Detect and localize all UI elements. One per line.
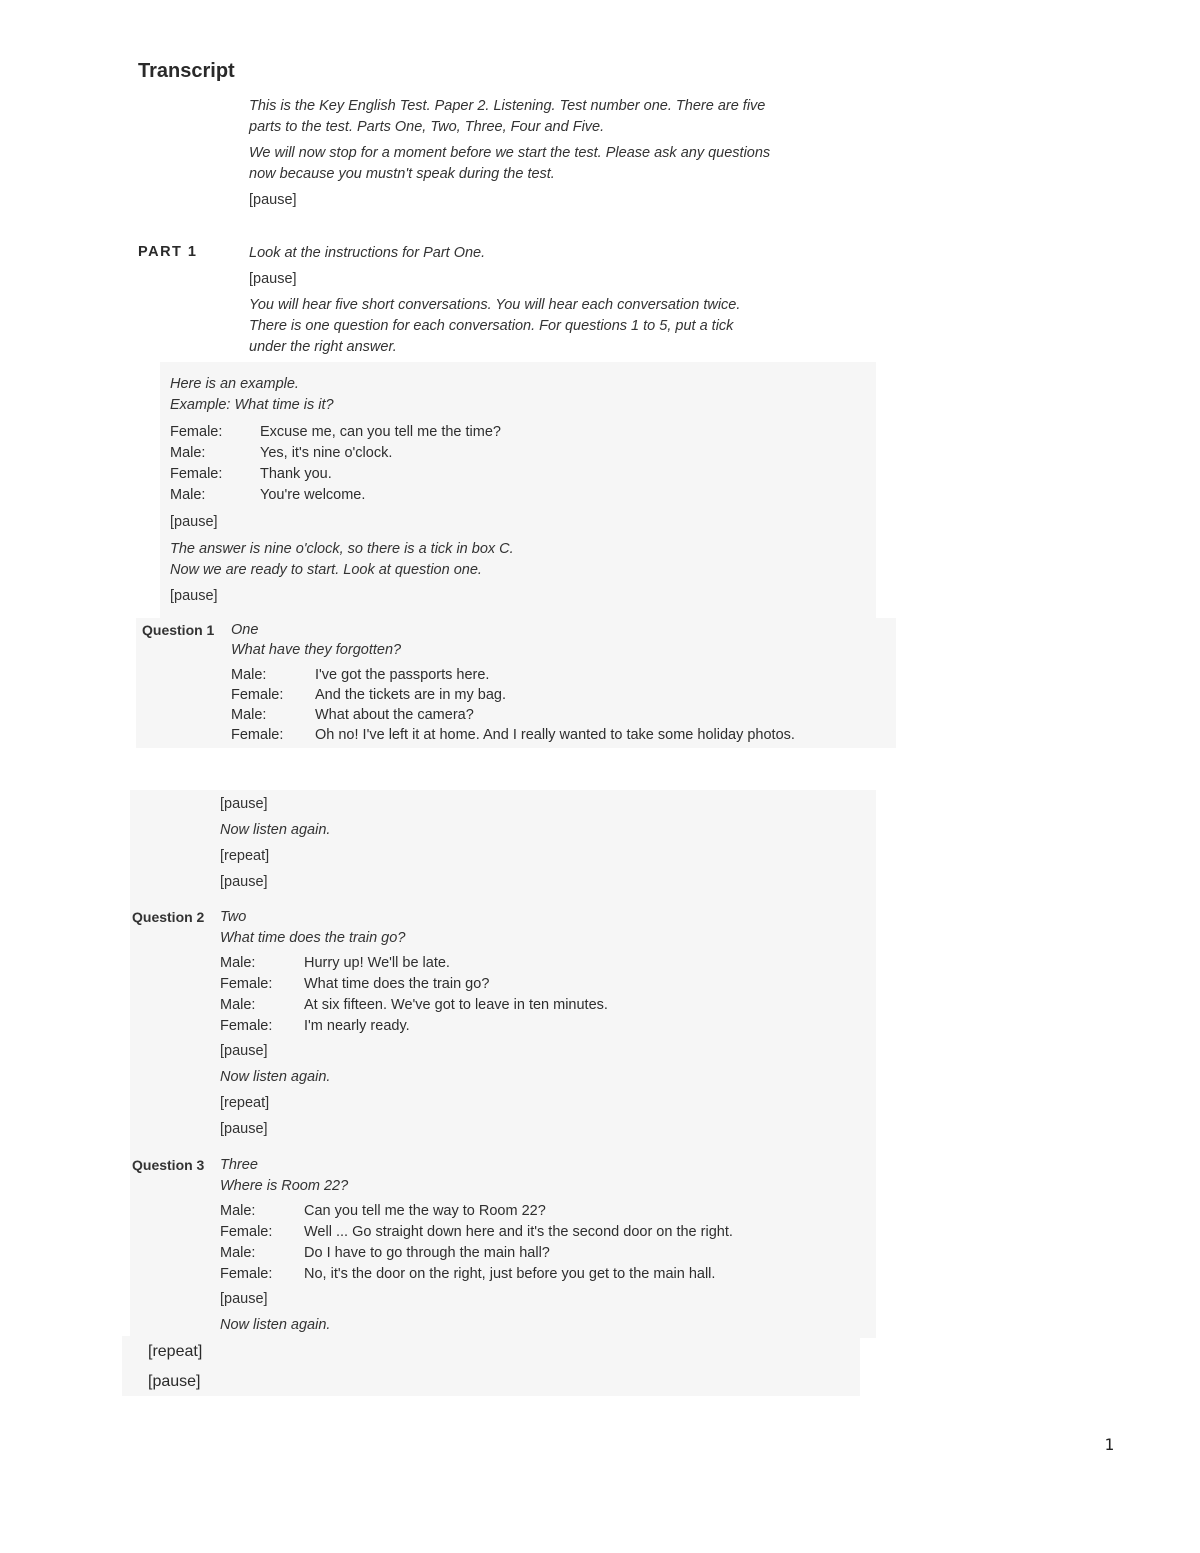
utterance: Thank you. <box>260 466 332 482</box>
question-3-dialogue <box>220 1201 860 1285</box>
question-2-continuation <box>220 1041 330 1140</box>
dialogue-line <box>231 705 871 725</box>
part-1-paragraph-line-3: under the right answer. <box>249 339 397 355</box>
example-pause: [pause] <box>170 514 218 530</box>
speaker: Male: <box>220 955 256 971</box>
question-2-dialogue <box>220 953 860 1037</box>
q2-pause-2: [pause] <box>220 1121 268 1137</box>
utterance: You're welcome. <box>260 487 366 503</box>
final-scan-panel <box>122 1336 860 1396</box>
question-1-number: One <box>231 622 259 638</box>
dialogue-line <box>220 974 860 995</box>
utterance: I'm nearly ready. <box>304 1018 410 1034</box>
utterance: Hurry up! We'll be late. <box>304 955 450 971</box>
dialogue-line <box>220 1016 860 1037</box>
q2-repeat: [repeat] <box>220 1095 270 1111</box>
speaker: Male: <box>170 445 206 461</box>
q3-listen-again: Now listen again. <box>220 1317 331 1333</box>
part-1-pause: [pause] <box>249 271 297 287</box>
dialogue-line <box>220 995 860 1016</box>
speaker: Male: <box>231 667 267 683</box>
utterance: At six fifteen. We've got to leave in ten minutes. <box>304 997 608 1013</box>
question-2-label: Question 2 <box>132 909 205 925</box>
dialogue-line <box>170 485 770 506</box>
utterance: What about the camera? <box>315 707 474 723</box>
q3-pause-2: [pause] <box>148 1373 201 1390</box>
q1-listen-again: Now listen again. <box>220 822 331 838</box>
dialogue-line <box>220 1243 860 1264</box>
part-1-instructions: Look at the instructions for Part One. <box>249 245 486 261</box>
intro-paragraph-2-line-1: We will now stop for a moment before we start the test. Please ask any questions <box>249 145 771 161</box>
speaker: Female: <box>231 687 284 703</box>
question-3-number: Three <box>220 1157 258 1173</box>
dialogue-line <box>170 443 770 464</box>
speaker: Female: <box>170 466 223 482</box>
q3-pause: [pause] <box>220 1291 268 1307</box>
dialogue-line <box>220 1201 860 1222</box>
question-3-continuation <box>220 1289 330 1336</box>
utterance: I've got the passports here. <box>315 667 490 683</box>
utterance: Excuse me, can you tell me the time? <box>260 424 501 440</box>
speaker: Male: <box>220 1245 256 1261</box>
utterance: Oh no! I've left it at home. And I really wanted to take some holiday photos. <box>315 727 795 743</box>
dialogue-line <box>231 725 871 745</box>
dialogue-line <box>220 1222 860 1243</box>
example-dialogue <box>170 422 770 506</box>
question-1-continuation <box>220 794 330 893</box>
q1-pause-2: [pause] <box>220 874 268 890</box>
utterance: Yes, it's nine o'clock. <box>260 445 393 461</box>
example-answer-line-2: Now we are ready to start. Look at question one. <box>170 562 482 578</box>
utterance: What time does the train go? <box>304 976 490 992</box>
utterance: And the tickets are in my bag. <box>315 687 507 703</box>
speaker: Female: <box>231 727 284 743</box>
dialogue-line <box>231 665 871 685</box>
dialogue-line <box>220 1264 860 1285</box>
example-answer-section <box>170 512 514 607</box>
question-1-text: What have they forgotten? <box>231 642 402 658</box>
page-number: 1 <box>1104 1435 1114 1454</box>
utterance: No, it's the door on the right, just before you get to the main hall. <box>304 1266 716 1282</box>
speaker: Male: <box>220 1203 256 1219</box>
speaker: Female: <box>220 1266 273 1282</box>
part-1-paragraph-line-1: You will hear five short conversations. You will hear each conversation twice. <box>249 297 741 313</box>
example-section <box>170 374 334 416</box>
dialogue-line <box>220 953 860 974</box>
intro-pause: [pause] <box>249 192 297 208</box>
dialogue-line <box>231 685 871 705</box>
speaker: Female: <box>220 976 273 992</box>
intro-paragraph-1-line-2: parts to the test. Parts One, Two, Three, Four and Five. <box>249 119 605 135</box>
intro-paragraph-2-line-2: now because you mustn't speak during the test. <box>249 166 555 182</box>
part-1-section <box>249 243 740 358</box>
page-title: Transcript <box>138 60 235 82</box>
question-3-label: Question 3 <box>132 1157 205 1173</box>
question-3-text: Where is Room 22? <box>220 1178 349 1194</box>
question-2-number: Two <box>220 909 247 925</box>
speaker: Male: <box>220 997 256 1013</box>
intro-paragraph-1-line-1: This is the Key English Test. Paper 2. Listening. Test number one. There are five <box>249 98 766 114</box>
q1-repeat: [repeat] <box>220 848 270 864</box>
speaker: Male: <box>170 487 206 503</box>
example-answer-line-1: The answer is nine o'clock, so there is a tick in box C. <box>170 541 514 557</box>
question-1-dialogue <box>231 665 871 745</box>
q2-pause: [pause] <box>220 1043 268 1059</box>
speaker: Female: <box>220 1224 273 1240</box>
q1-pause: [pause] <box>220 796 268 812</box>
question-3-final <box>148 1339 202 1395</box>
speaker: Female: <box>220 1018 273 1034</box>
part-1-paragraph-line-2: There is one question for each conversation. For questions 1 to 5, put a tick <box>249 318 734 334</box>
part-1-label: PART 1 <box>138 244 198 260</box>
utterance: Well ... Go straight down here and it's the second door on the right. <box>304 1224 733 1240</box>
example-pause-2: [pause] <box>170 588 218 604</box>
question-1-label: Question 1 <box>142 622 215 638</box>
example-line-1: Here is an example. <box>170 376 299 392</box>
intro-section <box>249 96 770 211</box>
dialogue-line <box>170 464 770 485</box>
q3-repeat: [repeat] <box>148 1343 203 1360</box>
speaker: Male: <box>231 707 267 723</box>
utterance: Can you tell me the way to Room 22? <box>304 1203 546 1219</box>
question-2-text: What time does the train go? <box>220 930 406 946</box>
example-line-2: Example: What time is it? <box>170 397 334 413</box>
speaker: Female: <box>170 424 223 440</box>
utterance: Do I have to go through the main hall? <box>304 1245 550 1261</box>
dialogue-line <box>170 422 770 443</box>
q2-listen-again: Now listen again. <box>220 1069 331 1085</box>
